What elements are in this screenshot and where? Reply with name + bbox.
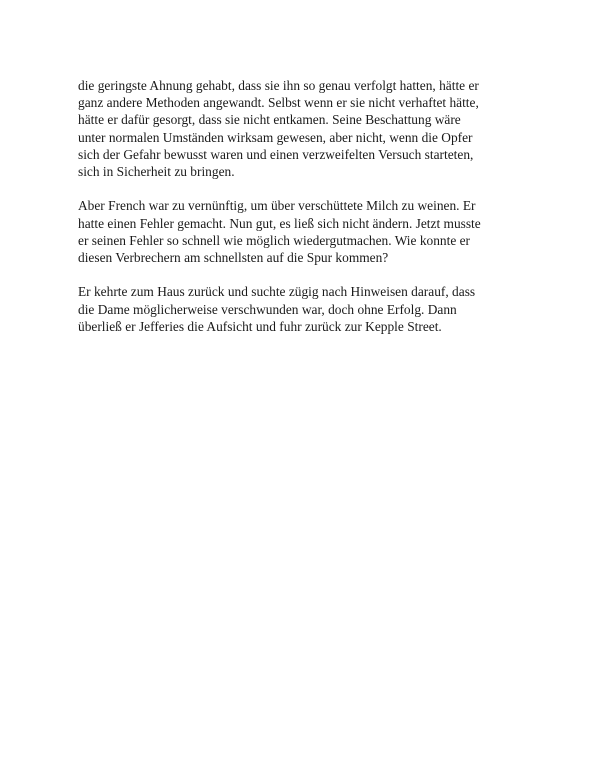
text-line: die Dame möglicherweise verschwunden war, doch ohne Erfolg. Dann xyxy=(78,301,457,317)
text-line: er seinen Fehler so schnell wie möglich wiedergutmachen. Wie konnte er xyxy=(78,232,471,248)
text-line: Aber French war zu vernünftig, um über verschüttete Milch zu weinen. Er xyxy=(78,198,476,214)
paragraph-1 xyxy=(78,77,528,180)
text-line: diesen Verbrechern am schnellsten auf die Spur kommen? xyxy=(78,250,389,266)
text-line: die geringste Ahnung gehabt, dass sie ihn so genau verfolgt hatten, hätte er xyxy=(78,78,479,93)
paragraph-2 xyxy=(78,197,528,266)
paragraph-3 xyxy=(78,283,528,335)
text-line: hatte einen Fehler gemacht. Nun gut, es ließ sich nicht ändern. Jetzt musste xyxy=(78,215,481,231)
body-text xyxy=(78,77,528,352)
text-line: sich in Sicherheit zu bringen. xyxy=(78,164,235,180)
text-line: Er kehrte zum Haus zurück und suchte zügig nach Hinweisen darauf, dass xyxy=(78,284,476,300)
text-line: unter normalen Umständen wirksam gewesen, aber nicht, wenn die Opfer xyxy=(78,129,473,145)
text-line: hätte er dafür gesorgt, dass sie nicht entkamen. Seine Beschattung wäre xyxy=(78,112,461,128)
text-line: ganz andere Methoden angewandt. Selbst wenn er sie nicht verhaftet hätte, xyxy=(78,95,479,111)
text-line: sich der Gefahr bewusst waren und einen verzweifelten Versuch starteten, xyxy=(78,146,474,162)
text-line: überließ er Jefferies die Aufsicht und fuhr zurück zur Kepple Street. xyxy=(78,318,442,334)
